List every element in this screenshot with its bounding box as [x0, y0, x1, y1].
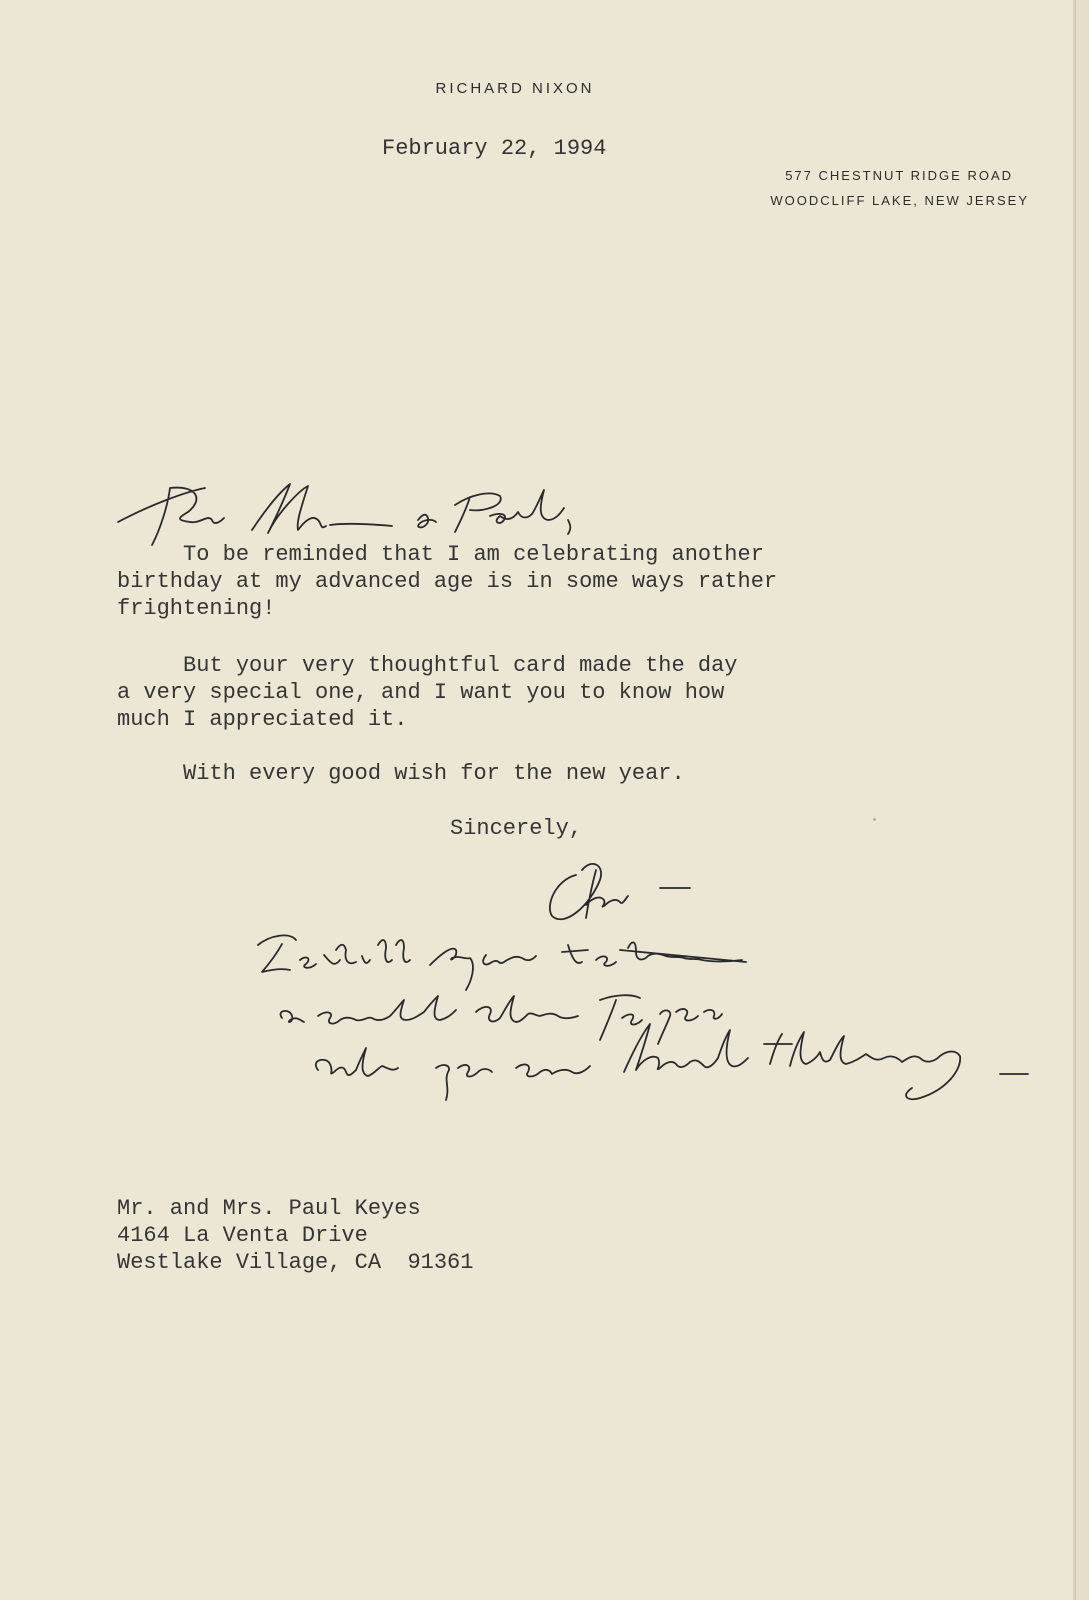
body-paragraph-2	[117, 652, 738, 733]
body-line: frightening!	[117, 596, 276, 621]
body-line: To be reminded that I am celebrating another	[117, 542, 764, 567]
body-paragraph-3: With every good wish for the new year.	[117, 761, 685, 786]
recipient-line: Westlake Village, CA 91361	[117, 1250, 474, 1275]
body-line: a very special one, and I want you to know how	[117, 680, 725, 705]
closing: Sincerely,	[450, 816, 583, 841]
paper-speck	[873, 818, 876, 821]
letterhead-address-line1: 577 CHESTNUT RIDGE ROAD	[785, 168, 1013, 183]
body-paragraph-1	[117, 541, 777, 622]
letterhead-address-line2: WOODCLIFF LAKE, NEW JERSEY	[770, 193, 1029, 208]
recipient-address	[117, 1195, 473, 1276]
handwritten-salutation	[118, 484, 570, 545]
handwritten-signature	[550, 864, 690, 919]
recipient-line: 4164 La Venta Drive	[117, 1223, 368, 1248]
handwritten-postscript	[258, 935, 1028, 1100]
body-line: much I appreciated it.	[117, 707, 408, 732]
recipient-line: Mr. and Mrs. Paul Keyes	[117, 1196, 421, 1221]
letter-date: February 22, 1994	[382, 136, 607, 161]
letterhead-name: RICHARD NIXON	[435, 80, 595, 97]
body-line: birthday at my advanced age is in some ways rather	[117, 569, 778, 594]
body-line: But your very thoughtful card made the day	[117, 653, 738, 678]
frame-edge	[1075, 0, 1089, 1600]
